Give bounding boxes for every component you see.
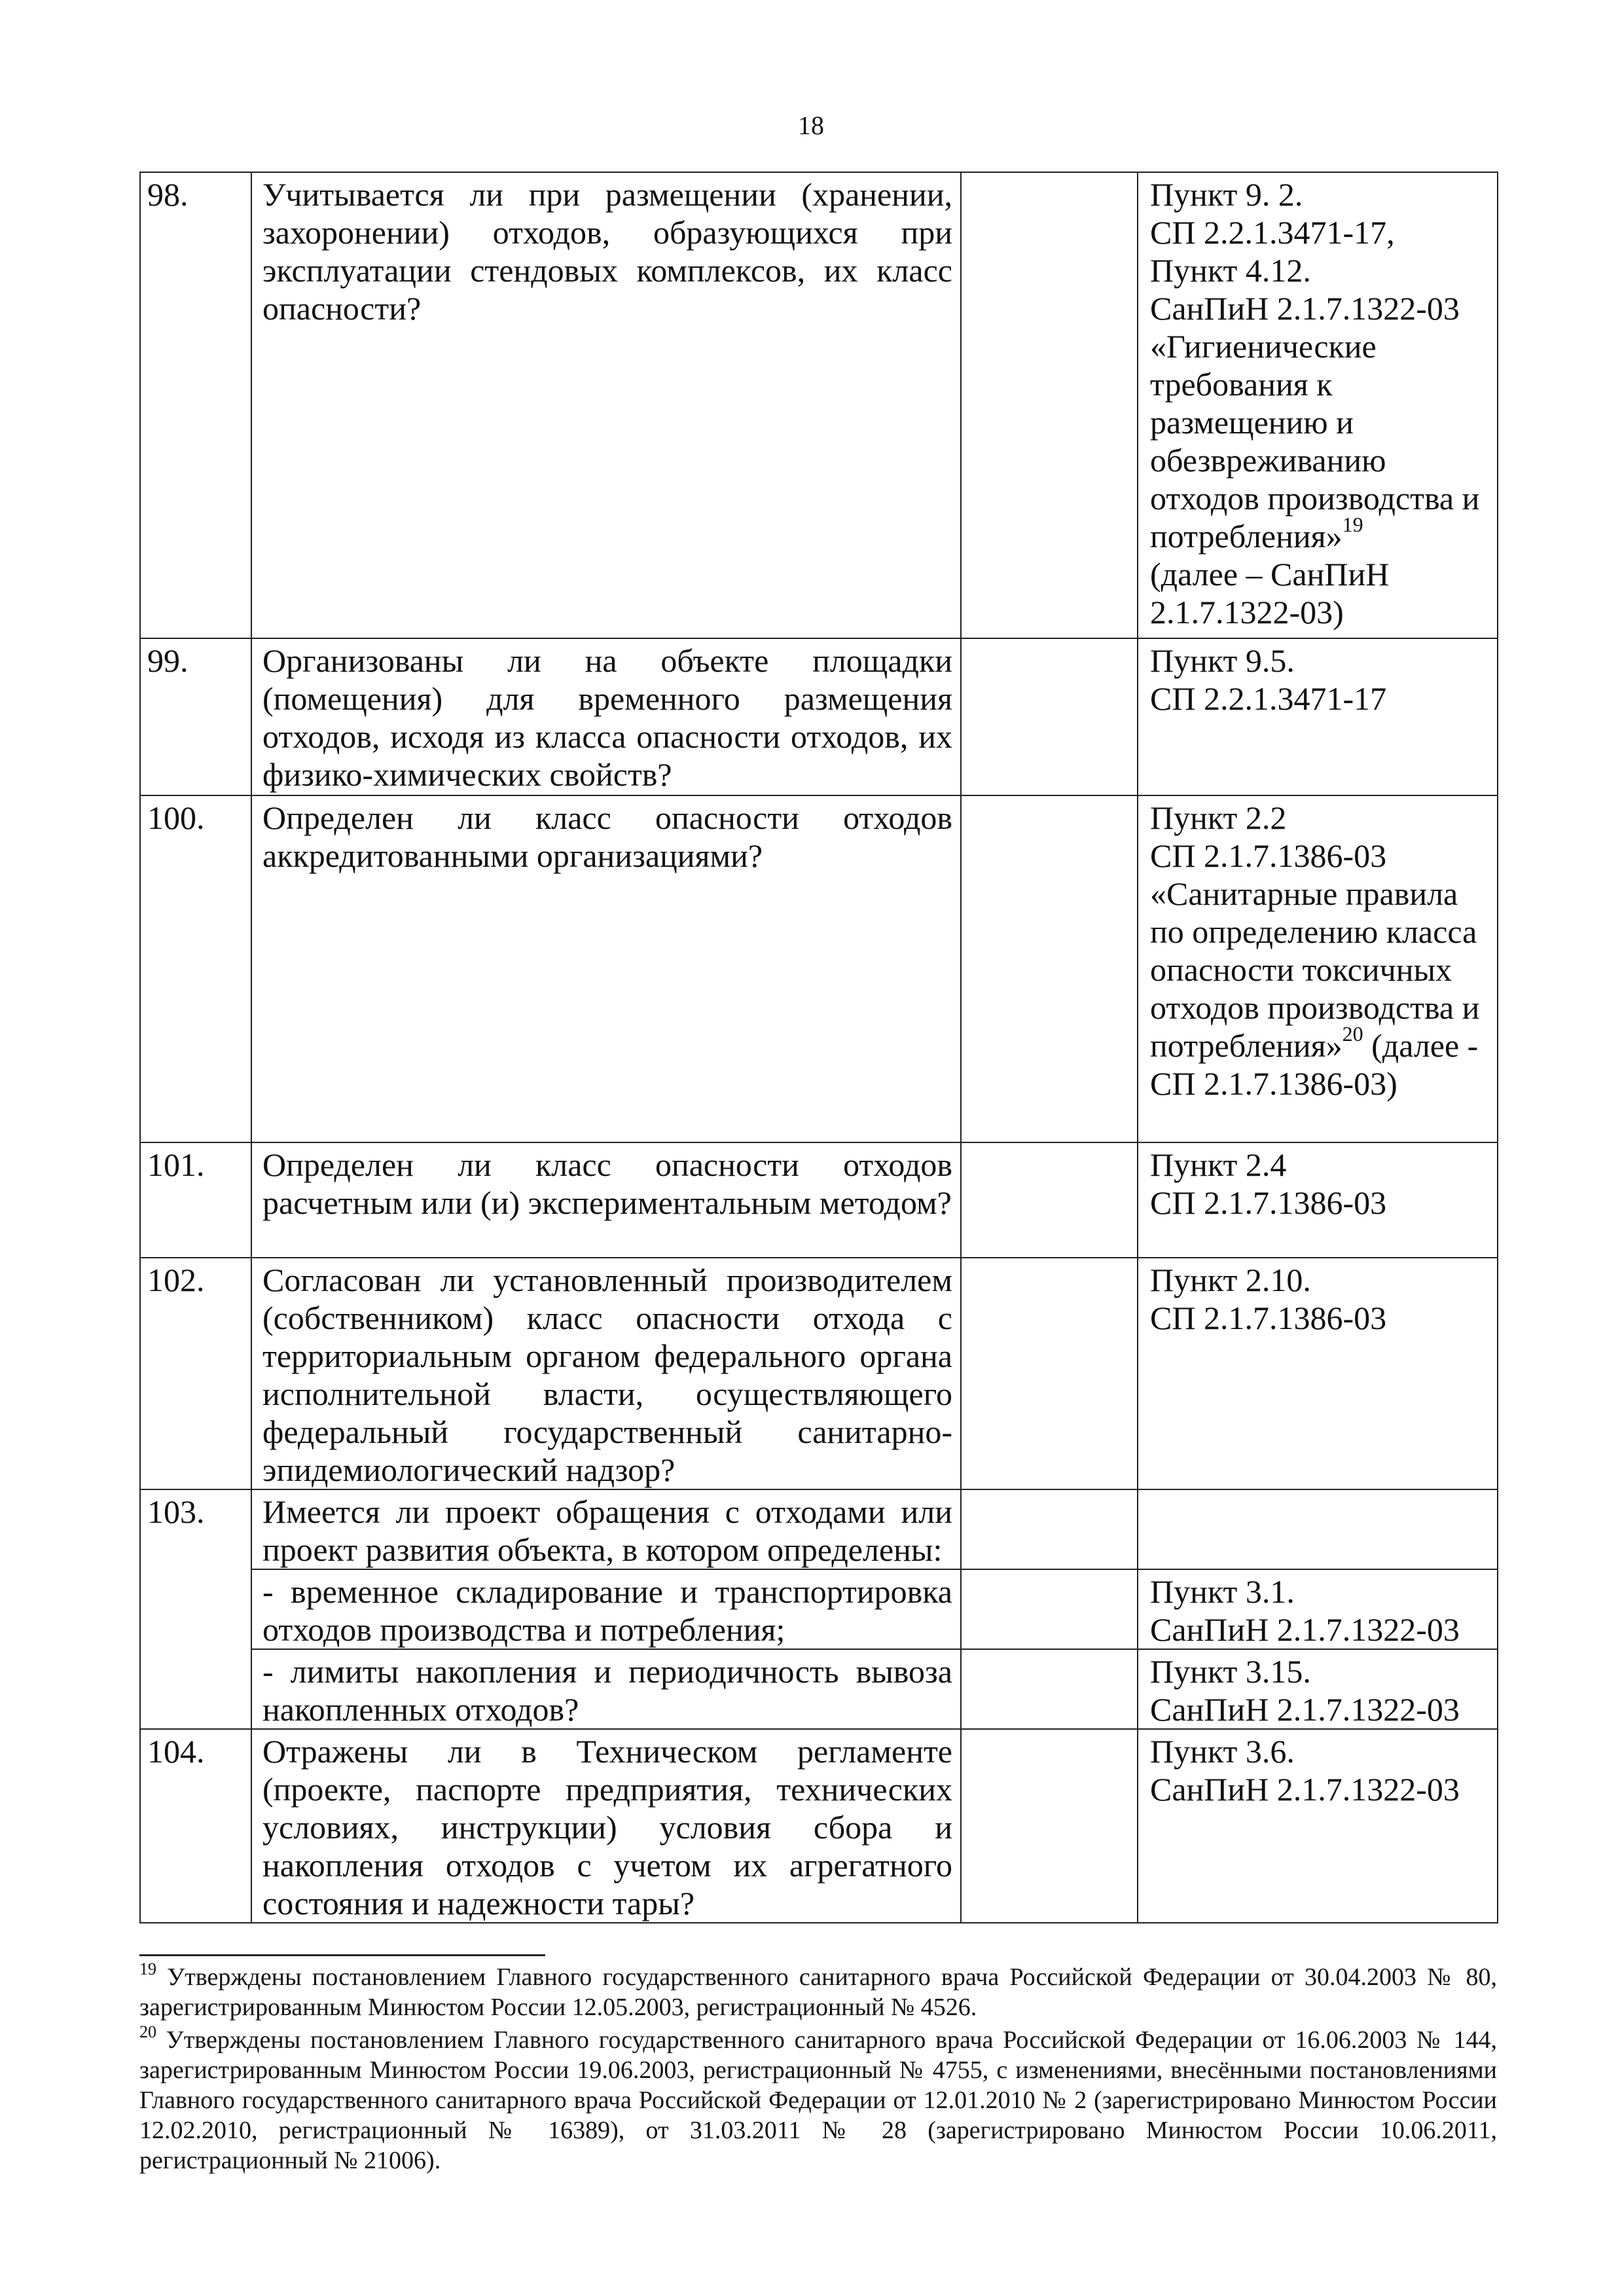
reference-line: СП 2.2.1.3471-17, (1150, 214, 1395, 251)
requirement-question: Отражены ли в Техническом регламенте (проекте, паспорте предприятия, технических условиях, инструкции) условия сбора и накопления отходов с учетом их агрегатного состояния и надежности тары? (251, 1729, 961, 1923)
table-subrow (140, 1649, 1498, 1729)
footnote-divider (139, 1954, 545, 1956)
table-row (140, 1142, 1498, 1258)
legal-reference (1138, 1142, 1498, 1258)
reference-line: Пункт 2.10. (1150, 1262, 1311, 1298)
row-number: 103. (140, 1489, 251, 1729)
reference-line: СанПиН 2.1.7.1322-03 (1150, 290, 1460, 327)
requirement-question: Организованы ли на объекте площадки (помещения) для временного размещения отходов, исходя из класса опасности отходов, их физико-химических свойств? (251, 638, 961, 795)
footnotes (139, 1959, 1498, 2178)
legal-reference (1138, 1569, 1498, 1649)
row-number: 98. (140, 172, 251, 638)
answer-cell[interactable] (961, 1489, 1138, 1569)
reference-line: Пункт 3.1. (1150, 1573, 1295, 1610)
legal-reference (1138, 638, 1498, 795)
page-number: 18 (798, 111, 824, 140)
reference-line: Пункт 3.15. (1150, 1653, 1311, 1690)
requirement-question: Учитывается ли при размещении (хранении, захоронении) отходов, образующихся при эксплуатации стендовых комплексов, их класс опасности? (251, 172, 961, 638)
reference-line: СП 2.1.7.1386-03 (1150, 1184, 1387, 1221)
reference-line: Пункт 4.12. (1150, 252, 1311, 289)
answer-cell[interactable] (961, 638, 1138, 795)
requirement-question: Определен ли класс опасности отходов аккредитованными организациями? (251, 795, 961, 1142)
footnote-mark: 19 (139, 1959, 156, 1978)
row-number: 104. (140, 1729, 251, 1923)
reference-line: Пункт 9. 2. (1150, 176, 1303, 213)
reference-line: Пункт 3.6. (1150, 1733, 1295, 1770)
footnote-marker[interactable]: 20 (1342, 1022, 1363, 1046)
answer-cell[interactable] (961, 1258, 1138, 1489)
table-subrow (140, 1569, 1498, 1649)
reference-line: Пункт 2.4 (1150, 1146, 1287, 1183)
legal-reference (1138, 795, 1498, 1142)
legal-reference (1138, 172, 1498, 638)
reference-line: СП 2.2.1.3471-17 (1150, 680, 1387, 717)
footnote (139, 2022, 1498, 2176)
footnote (139, 1959, 1497, 2022)
reference-line: «Санитарные правила по определению класса опасности токсичных отходов производства и потребления» (1150, 875, 1480, 1064)
table-row (140, 638, 1498, 795)
reference-line: (далее - СП 2.1.7.1386-03) (1150, 1027, 1479, 1102)
footnote-text: Утверждены постановлением Главного государственного санитарного врача Российской Федерации от 16.06.2003 № 144, зарегистрированным Минюстом России 19.06.2003, регистрационный № 4755, с изменениями, внесёнными постановлениями Главного государственного санитарного врача Российской Федерации от 12.01.2010 № 2 (зарегистрировано Минюстом России 12.02.2010, регистрационный № 16389), от 31.03.2011 № 28 (зарегистрировано Минюстом России 10.06.2011, регистрационный № 21006). (139, 2026, 1498, 2174)
table-row (140, 1729, 1498, 1923)
table-row (140, 1258, 1498, 1489)
reference-line: СанПиН 2.1.7.1322-03 (1150, 1691, 1460, 1728)
requirement-subitem: - лимиты накопления и периодичность вывоза накопленных отходов? (251, 1649, 961, 1729)
reference-line: Пункт 2.2 (1150, 799, 1287, 836)
table-row (140, 1489, 1498, 1569)
footnote-mark: 20 (139, 2022, 156, 2041)
reference-line: СП 2.1.7.1386-03 (1150, 1300, 1387, 1336)
answer-cell[interactable] (961, 795, 1138, 1142)
table-row (140, 795, 1498, 1142)
requirement-subitem: - временное складирование и транспортировка отходов производства и потребления; (251, 1569, 961, 1649)
footnote-marker[interactable]: 19 (1342, 513, 1363, 536)
reference-line: Пункт 9.5. (1150, 642, 1295, 679)
answer-cell[interactable] (961, 1569, 1138, 1649)
checklist-table (139, 172, 1498, 1923)
legal-reference (1138, 1649, 1498, 1729)
row-number: 100. (140, 795, 251, 1142)
answer-cell[interactable] (961, 1142, 1138, 1258)
requirement-question: Имеется ли проект обращения с отходами или проект развития объекта, в котором определены: (251, 1489, 961, 1569)
table-row (140, 172, 1498, 638)
legal-reference (1138, 1489, 1498, 1569)
row-number: 102. (140, 1258, 251, 1489)
row-number: 101. (140, 1142, 251, 1258)
requirement-question: Согласован ли установленный производителем (собственником) класс опасности отхода с территориальным органом федерального органа исполнительной власти, осуществляющего федеральный государственный санитарно-эпидемиологический надзор? (251, 1258, 961, 1489)
answer-cell[interactable] (961, 1649, 1138, 1729)
legal-reference (1138, 1729, 1498, 1923)
reference-line: СанПиН 2.1.7.1322-03 (1150, 1771, 1460, 1808)
reference-line: СП 2.1.7.1386-03 (1150, 837, 1387, 874)
reference-line: «Гигиенические требования к размещению и обезвреживанию отходов производства и потребления» (1150, 328, 1480, 555)
requirement-question: Определен ли класс опасности отходов расчетным или (и) экспериментальным методом? (251, 1142, 961, 1258)
answer-cell[interactable] (961, 172, 1138, 638)
row-number: 99. (140, 638, 251, 795)
answer-cell[interactable] (961, 1729, 1138, 1923)
reference-line: (далее – СанПиН 2.1.7.1322-03) (1150, 556, 1390, 630)
footnote-text: Утверждены постановлением Главного государственного санитарного врача Российской Федерации от 30.04.2003 № 80, зарегистрированным Минюстом России 12.05.2003, регистрационный № 4526. (139, 1963, 1497, 2021)
reference-line: СанПиН 2.1.7.1322-03 (1150, 1611, 1460, 1648)
legal-reference (1138, 1258, 1498, 1489)
